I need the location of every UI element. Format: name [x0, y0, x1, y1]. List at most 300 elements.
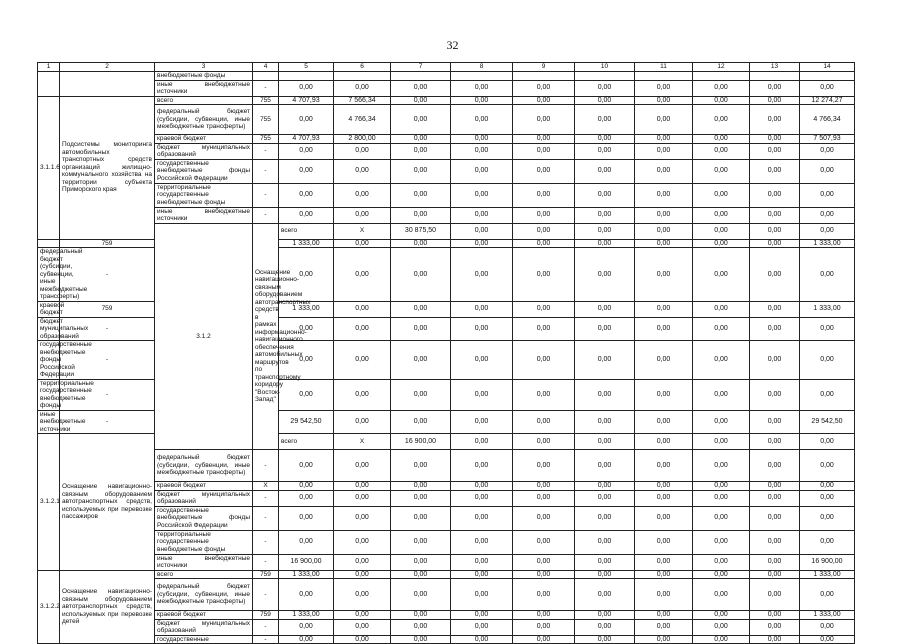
amount-cell: 0,00: [451, 341, 513, 380]
amount-cell: 1 333,00: [800, 301, 855, 317]
table-row: [38, 96, 855, 105]
row-code: 3.1.1.6: [38, 96, 60, 239]
amount-cell: 0,00: [279, 579, 334, 611]
amount-cell: 0,00: [513, 450, 575, 482]
admin-code: -: [253, 554, 279, 570]
amount-cell: 0,00: [391, 579, 451, 611]
funding-source: всего: [155, 570, 253, 579]
amount-cell: 0,00: [800, 619, 855, 635]
amount-cell: 0,00: [391, 183, 451, 207]
amount-cell: 0,00: [334, 341, 391, 380]
amount-cell: 0,00: [693, 239, 750, 248]
amount-cell: 0,00: [513, 135, 575, 144]
amount-cell: 0,00: [750, 410, 800, 434]
admin-code: -: [253, 579, 279, 611]
amount-cell: 0,00: [575, 207, 635, 223]
amount-cell: 0,00: [693, 207, 750, 223]
amount-cell: 0,00: [391, 611, 451, 620]
admin-code: 759: [253, 611, 279, 620]
column-header: 4: [253, 63, 279, 72]
amount-cell: 0,00: [575, 96, 635, 105]
amount-cell: 0,00: [391, 341, 451, 380]
amount-cell: 0,00: [451, 183, 513, 207]
amount-cell: 0,00: [575, 80, 635, 96]
amount-cell: 0,00: [451, 450, 513, 482]
table-body: [38, 63, 855, 644]
amount-cell: 0,00: [279, 105, 334, 135]
amount-cell: [750, 72, 800, 81]
amount-cell: 0,00: [750, 434, 800, 450]
amount-cell: 0,00: [635, 317, 693, 341]
header-row: [38, 63, 855, 72]
amount-cell: 0,00: [513, 506, 575, 530]
amount-cell: 0,00: [693, 410, 750, 434]
amount-cell: 0,00: [279, 159, 334, 183]
amount-cell: 0,00: [693, 223, 750, 239]
funding-source: краевой бюджет: [155, 135, 253, 144]
amount-cell: 0,00: [513, 341, 575, 380]
amount-cell: 0,00: [391, 490, 451, 506]
amount-cell: 0,00: [575, 635, 635, 644]
amount-cell: 0,00: [575, 434, 635, 450]
amount-cell: [391, 72, 451, 81]
amount-cell: 0,00: [575, 611, 635, 620]
amount-cell: 0,00: [334, 554, 391, 570]
funding-source: [38, 239, 60, 248]
amount-cell: 0,00: [334, 207, 391, 223]
column-header: 5: [279, 63, 334, 72]
column-header: 14: [800, 63, 855, 72]
row-title: Оснащение навигационно-связным оборудованием автотранспортных средств, используемых при перевозке пассажиров: [60, 434, 155, 571]
amount-cell: 0,00: [693, 570, 750, 579]
amount-cell: 0,00: [800, 530, 855, 554]
amount-cell: 0,00: [635, 341, 693, 380]
amount-cell: 0,00: [635, 379, 693, 410]
amount-cell: 0,00: [279, 530, 334, 554]
funding-source: бюджет муниципальных образований: [38, 317, 60, 341]
amount-cell: 0,00: [451, 239, 513, 248]
amount-cell: 0,00: [513, 611, 575, 620]
amount-cell: 0,00: [693, 579, 750, 611]
admin-code: 755: [253, 96, 279, 105]
column-header: 1: [38, 63, 60, 72]
amount-cell: 7 507,93: [800, 135, 855, 144]
amount-cell: 29 542,50: [800, 410, 855, 434]
amount-cell: 0,00: [693, 619, 750, 635]
amount-cell: 0,00: [513, 248, 575, 302]
amount-cell: 0,00: [513, 410, 575, 434]
amount-cell: 0,00: [750, 223, 800, 239]
amount-cell: [279, 72, 334, 81]
amount-cell: 0,00: [391, 317, 451, 341]
amount-cell: 0,00: [800, 183, 855, 207]
amount-cell: 0,00: [334, 301, 391, 317]
amount-cell: 0,00: [513, 159, 575, 183]
amount-cell: 0,00: [513, 570, 575, 579]
funding-source: внебюджетные фонды: [155, 72, 253, 81]
amount-cell: 0,00: [334, 248, 391, 302]
admin-code: -: [253, 530, 279, 554]
amount-cell: 0,00: [575, 554, 635, 570]
amount-cell: 0,00: [575, 239, 635, 248]
amount-cell: 0,00: [750, 207, 800, 223]
amount-cell: [693, 72, 750, 81]
amount-cell: 0,00: [334, 80, 391, 96]
admin-code: X: [334, 434, 391, 450]
amount-cell: 0,00: [800, 490, 855, 506]
amount-cell: 0,00: [575, 159, 635, 183]
amount-cell: 0,00: [334, 570, 391, 579]
amount-cell: 1 333,00: [279, 301, 334, 317]
amount-cell: 0,00: [800, 248, 855, 302]
amount-cell: 0,00: [391, 410, 451, 434]
amount-cell: 0,00: [635, 239, 693, 248]
amount-cell: 0,00: [451, 570, 513, 579]
amount-cell: 0,00: [800, 635, 855, 644]
amount-cell: 0,00: [693, 490, 750, 506]
amount-cell: 0,00: [451, 143, 513, 159]
amount-cell: 0,00: [750, 490, 800, 506]
table-row: [38, 570, 855, 579]
amount-cell: 0,00: [635, 223, 693, 239]
amount-cell: [575, 72, 635, 81]
admin-code: -: [60, 410, 155, 434]
amount-cell: 0,00: [451, 635, 513, 644]
amount-cell: 0,00: [279, 183, 334, 207]
amount-cell: 0,00: [451, 207, 513, 223]
amount-cell: 0,00: [635, 248, 693, 302]
admin-code: 759: [60, 239, 155, 248]
amount-cell: 0,00: [451, 554, 513, 570]
amount-cell: 0,00: [800, 579, 855, 611]
amount-cell: 0,00: [635, 482, 693, 491]
amount-cell: 0,00: [334, 619, 391, 635]
amount-cell: 0,00: [391, 506, 451, 530]
amount-cell: 0,00: [513, 105, 575, 135]
amount-cell: 0,00: [693, 143, 750, 159]
amount-cell: 0,00: [575, 482, 635, 491]
amount-cell: 0,00: [800, 143, 855, 159]
amount-cell: 0,00: [693, 105, 750, 135]
amount-cell: 0,00: [391, 105, 451, 135]
funding-source: государственные внебюджетные фонды Российской Федерации: [38, 341, 60, 380]
amount-cell: 0,00: [575, 450, 635, 482]
amount-cell: 0,00: [693, 506, 750, 530]
admin-code: -: [253, 143, 279, 159]
amount-cell: 0,00: [693, 635, 750, 644]
amount-cell: 0,00: [635, 143, 693, 159]
amount-cell: 0,00: [451, 410, 513, 434]
amount-cell: 0,00: [513, 482, 575, 491]
amount-cell: 0,00: [334, 579, 391, 611]
amount-cell: 0,00: [279, 317, 334, 341]
admin-code: 755: [253, 135, 279, 144]
table-row: [38, 159, 855, 183]
table-row: [38, 105, 855, 135]
admin-code: -: [60, 248, 155, 302]
column-header: 6: [334, 63, 391, 72]
amount-cell: 0,00: [279, 248, 334, 302]
table-row: [38, 554, 855, 570]
admin-code: -: [253, 207, 279, 223]
funding-source: иные внебюджетные источники: [155, 554, 253, 570]
amount-cell: 0,00: [635, 410, 693, 434]
funding-source: краевой бюджет: [155, 611, 253, 620]
amount-cell: 0,00: [800, 317, 855, 341]
amount-cell: 0,00: [391, 570, 451, 579]
amount-cell: 0,00: [750, 619, 800, 635]
table-row: [38, 135, 855, 144]
amount-cell: 0,00: [693, 482, 750, 491]
amount-cell: 0,00: [575, 530, 635, 554]
amount-cell: 0,00: [391, 301, 451, 317]
admin-code: -: [60, 379, 155, 410]
column-header: 8: [451, 63, 513, 72]
funding-source: всего: [279, 434, 334, 450]
admin-code: -: [60, 341, 155, 380]
amount-cell: 0,00: [575, 143, 635, 159]
amount-cell: 0,00: [750, 80, 800, 96]
row-title: Оснащение навигационно-связным оборудованием автотранспортных средств в рамках информационно-навигационного обеспечения автомобильных маршрутов по транспортному коридору "Восток- Запад": [253, 223, 279, 450]
funding-source: бюджет муниципальных образований: [155, 619, 253, 635]
amount-cell: 0,00: [391, 619, 451, 635]
admin-code: -: [253, 506, 279, 530]
amount-cell: 0,00: [391, 96, 451, 105]
table-row: [38, 530, 855, 554]
amount-cell: 0,00: [750, 611, 800, 620]
amount-cell: 0,00: [635, 183, 693, 207]
row-title: Подсистемы мониторинга автомобильных транспортных средств организаций жилищно-коммунального хозяйства на территории субъекта Приморского края: [60, 96, 155, 239]
amount-cell: 0,00: [279, 143, 334, 159]
amount-cell: 0,00: [635, 635, 693, 644]
amount-cell: 0,00: [513, 207, 575, 223]
amount-cell: 0,00: [513, 317, 575, 341]
amount-cell: 0,00: [391, 530, 451, 554]
amount-cell: 0,00: [391, 143, 451, 159]
amount-cell: 0,00: [451, 482, 513, 491]
amount-cell: 0,00: [635, 619, 693, 635]
amount-cell: 0,00: [391, 379, 451, 410]
admin-code: X: [334, 223, 391, 239]
amount-cell: 0,00: [750, 570, 800, 579]
row-code: 3.1.2: [155, 223, 253, 450]
row-code: 3.1.2.1: [38, 434, 60, 571]
amount-cell: 0,00: [750, 301, 800, 317]
amount-cell: 0,00: [513, 379, 575, 410]
amount-cell: 0,00: [750, 183, 800, 207]
amount-cell: 0,00: [800, 223, 855, 239]
table-row: [38, 635, 855, 644]
table-row: [38, 450, 855, 482]
amount-cell: 0,00: [451, 248, 513, 302]
amount-cell: 0,00: [279, 379, 334, 410]
amount-cell: 0,00: [750, 248, 800, 302]
amount-cell: 0,00: [513, 301, 575, 317]
amount-cell: 0,00: [750, 105, 800, 135]
amount-cell: 0,00: [451, 379, 513, 410]
funding-source: федеральный бюджет (субсидии, субвенции, иные межбюджетные трансферты): [38, 248, 60, 302]
amount-cell: 0,00: [513, 434, 575, 450]
amount-cell: 0,00: [451, 506, 513, 530]
amount-cell: 0,00: [575, 341, 635, 380]
amount-cell: 0,00: [513, 490, 575, 506]
table-row: [38, 619, 855, 635]
amount-cell: 0,00: [451, 135, 513, 144]
amount-cell: 0,00: [279, 506, 334, 530]
amount-cell: 0,00: [575, 135, 635, 144]
amount-cell: 0,00: [750, 506, 800, 530]
amount-cell: 0,00: [513, 239, 575, 248]
table-row: [38, 223, 855, 239]
amount-cell: 0,00: [513, 223, 575, 239]
table-row: [38, 506, 855, 530]
amount-cell: 0,00: [693, 183, 750, 207]
amount-cell: 2 800,00: [334, 135, 391, 144]
amount-cell: 1 333,00: [279, 239, 334, 248]
table-row: [38, 143, 855, 159]
funding-source: территориальные государственные внебюджетные фонды: [38, 379, 60, 410]
amount-cell: 0,00: [750, 135, 800, 144]
amount-cell: 0,00: [391, 135, 451, 144]
amount-cell: 0,00: [635, 80, 693, 96]
amount-cell: 0,00: [451, 317, 513, 341]
amount-cell: 0,00: [279, 635, 334, 644]
amount-cell: 0,00: [513, 80, 575, 96]
amount-cell: 0,00: [391, 635, 451, 644]
amount-cell: 0,00: [750, 317, 800, 341]
amount-cell: 0,00: [635, 135, 693, 144]
amount-cell: [451, 72, 513, 81]
amount-cell: 0,00: [513, 530, 575, 554]
amount-cell: 0,00: [334, 482, 391, 491]
amount-cell: 0,00: [635, 554, 693, 570]
amount-cell: 16 900,00: [279, 554, 334, 570]
amount-cell: 0,00: [693, 434, 750, 450]
amount-cell: [635, 72, 693, 81]
table-row: [38, 72, 855, 81]
amount-cell: 0,00: [750, 530, 800, 554]
amount-cell: 0,00: [391, 248, 451, 302]
amount-cell: [800, 72, 855, 81]
amount-cell: 1 333,00: [279, 611, 334, 620]
amount-cell: 30 875,50: [391, 223, 451, 239]
amount-cell: 0,00: [800, 434, 855, 450]
amount-cell: 0,00: [800, 80, 855, 96]
amount-cell: 0,00: [750, 341, 800, 380]
amount-cell: 12 274,27: [800, 96, 855, 105]
row-code: [38, 72, 60, 97]
table-row: [38, 490, 855, 506]
amount-cell: 0,00: [279, 341, 334, 380]
amount-cell: 0,00: [635, 611, 693, 620]
amount-cell: 0,00: [391, 239, 451, 248]
amount-cell: 0,00: [513, 96, 575, 105]
amount-cell: 0,00: [800, 482, 855, 491]
amount-cell: 0,00: [693, 80, 750, 96]
amount-cell: 0,00: [750, 554, 800, 570]
amount-cell: 0,00: [800, 506, 855, 530]
amount-cell: 0,00: [575, 379, 635, 410]
amount-cell: 0,00: [635, 450, 693, 482]
amount-cell: 0,00: [635, 506, 693, 530]
amount-cell: 0,00: [750, 239, 800, 248]
amount-cell: 0,00: [750, 579, 800, 611]
amount-cell: 0,00: [513, 619, 575, 635]
amount-cell: 0,00: [750, 482, 800, 491]
amount-cell: 0,00: [693, 379, 750, 410]
amount-cell: 0,00: [279, 482, 334, 491]
amount-cell: 1 333,00: [800, 570, 855, 579]
column-header: 2: [60, 63, 155, 72]
funding-source: территориальные государственные внебюджетные фонды: [155, 530, 253, 554]
amount-cell: 4 707,93: [279, 135, 334, 144]
funding-source: федеральный бюджет (субсидии, субвенции, иные межбюджетные трансферты): [155, 579, 253, 611]
amount-cell: [334, 72, 391, 81]
amount-cell: 0,00: [279, 619, 334, 635]
amount-cell: 4 766,34: [800, 105, 855, 135]
amount-cell: 0,00: [451, 301, 513, 317]
amount-cell: 0,00: [391, 80, 451, 96]
admin-code: -: [253, 619, 279, 635]
amount-cell: [513, 72, 575, 81]
admin-code: X: [253, 482, 279, 491]
amount-cell: 16 900,00: [800, 554, 855, 570]
admin-code: [253, 72, 279, 81]
amount-cell: 0,00: [800, 207, 855, 223]
funding-source: федеральный бюджет (субсидии, субвенции, иные межбюджетные трансферты): [155, 450, 253, 482]
amount-cell: 0,00: [279, 490, 334, 506]
amount-cell: 0,00: [391, 159, 451, 183]
amount-cell: 0,00: [575, 223, 635, 239]
amount-cell: 0,00: [693, 341, 750, 380]
amount-cell: 0,00: [575, 506, 635, 530]
funding-source: государственные: [155, 635, 253, 644]
amount-cell: 0,00: [451, 105, 513, 135]
amount-cell: 7 566,34: [334, 96, 391, 105]
amount-cell: 0,00: [693, 611, 750, 620]
admin-code: -: [253, 635, 279, 644]
amount-cell: 0,00: [451, 611, 513, 620]
amount-cell: 0,00: [635, 570, 693, 579]
amount-cell: 0,00: [693, 301, 750, 317]
amount-cell: 0,00: [334, 506, 391, 530]
column-header: 10: [575, 63, 635, 72]
funding-source: всего: [279, 223, 334, 239]
admin-code: -: [253, 183, 279, 207]
amount-cell: 0,00: [575, 579, 635, 611]
amount-cell: 0,00: [635, 530, 693, 554]
admin-code: 759: [60, 301, 155, 317]
amount-cell: 0,00: [750, 450, 800, 482]
table-row: [38, 183, 855, 207]
amount-cell: 0,00: [391, 554, 451, 570]
amount-cell: 0,00: [451, 490, 513, 506]
amount-cell: 0,00: [750, 143, 800, 159]
amount-cell: 0,00: [334, 635, 391, 644]
amount-cell: 0,00: [575, 248, 635, 302]
admin-code: -: [253, 490, 279, 506]
amount-cell: 0,00: [513, 635, 575, 644]
amount-cell: 0,00: [513, 554, 575, 570]
amount-cell: 0,00: [635, 490, 693, 506]
amount-cell: 0,00: [451, 530, 513, 554]
row-title: [60, 72, 155, 97]
amount-cell: 0,00: [451, 159, 513, 183]
budget-table: [37, 62, 855, 644]
amount-cell: 0,00: [635, 96, 693, 105]
table-row: [38, 482, 855, 491]
amount-cell: 0,00: [575, 570, 635, 579]
